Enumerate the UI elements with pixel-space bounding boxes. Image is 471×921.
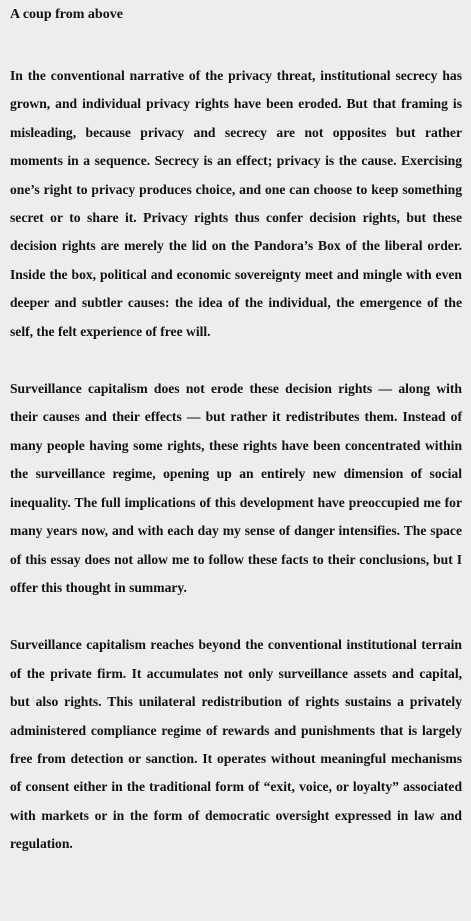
body-paragraph-1: In the conventional narrative of the privacy threat, institutional secrecy has grown, and individual privacy rights have been eroded. But that framing is misleading, because privacy and secrecy are not opposites but rather moments in a sequence. Secrecy is an effect; privacy is the cause. Exercising one’s right to privacy produces choice, and one can choose to keep something secret or to share it. Privacy rights thus confer decision rights, but these decision rights are merely the lid on the Pandora’s Box of the liberal order. Inside the box, political and economic sovereignty meet and mingle with even deeper and subtler causes: the idea of the individual, the emergence of the self, the felt experience of free will. [10,68,462,339]
section-title: A coup from above [10,7,123,22]
body-paragraph-2: Surveillance capitalism does not erode these decision rights — along with their causes and their effects — but rather it redistributes them. Instead of many people having some rights, these rights have been concentrated within the surveillance regime, opening up an entirely new dimension of social inequality. The full implications of this development have preoccupied me for many years now, and with each day my sense of danger intensifies. The space of this essay does not allow me to follow these facts to their conclusions, but I offer this thought in summary. [10,381,462,595]
body-paragraph-3: Surveillance capitalism reaches beyond the conventional institutional terrain of the private firm. It accumulates not only surveillance assets and capital, but also rights. This unilateral redistribution of rights sustains a privately administered compliance regime of rewards and punishments that is largely free from detection or sanction. It operates without meaningful mechanisms of consent either in the traditional form of “exit, voice, or loyalty” associated with markets or in the form of democratic oversight expressed in law and regulation. [10,637,462,852]
